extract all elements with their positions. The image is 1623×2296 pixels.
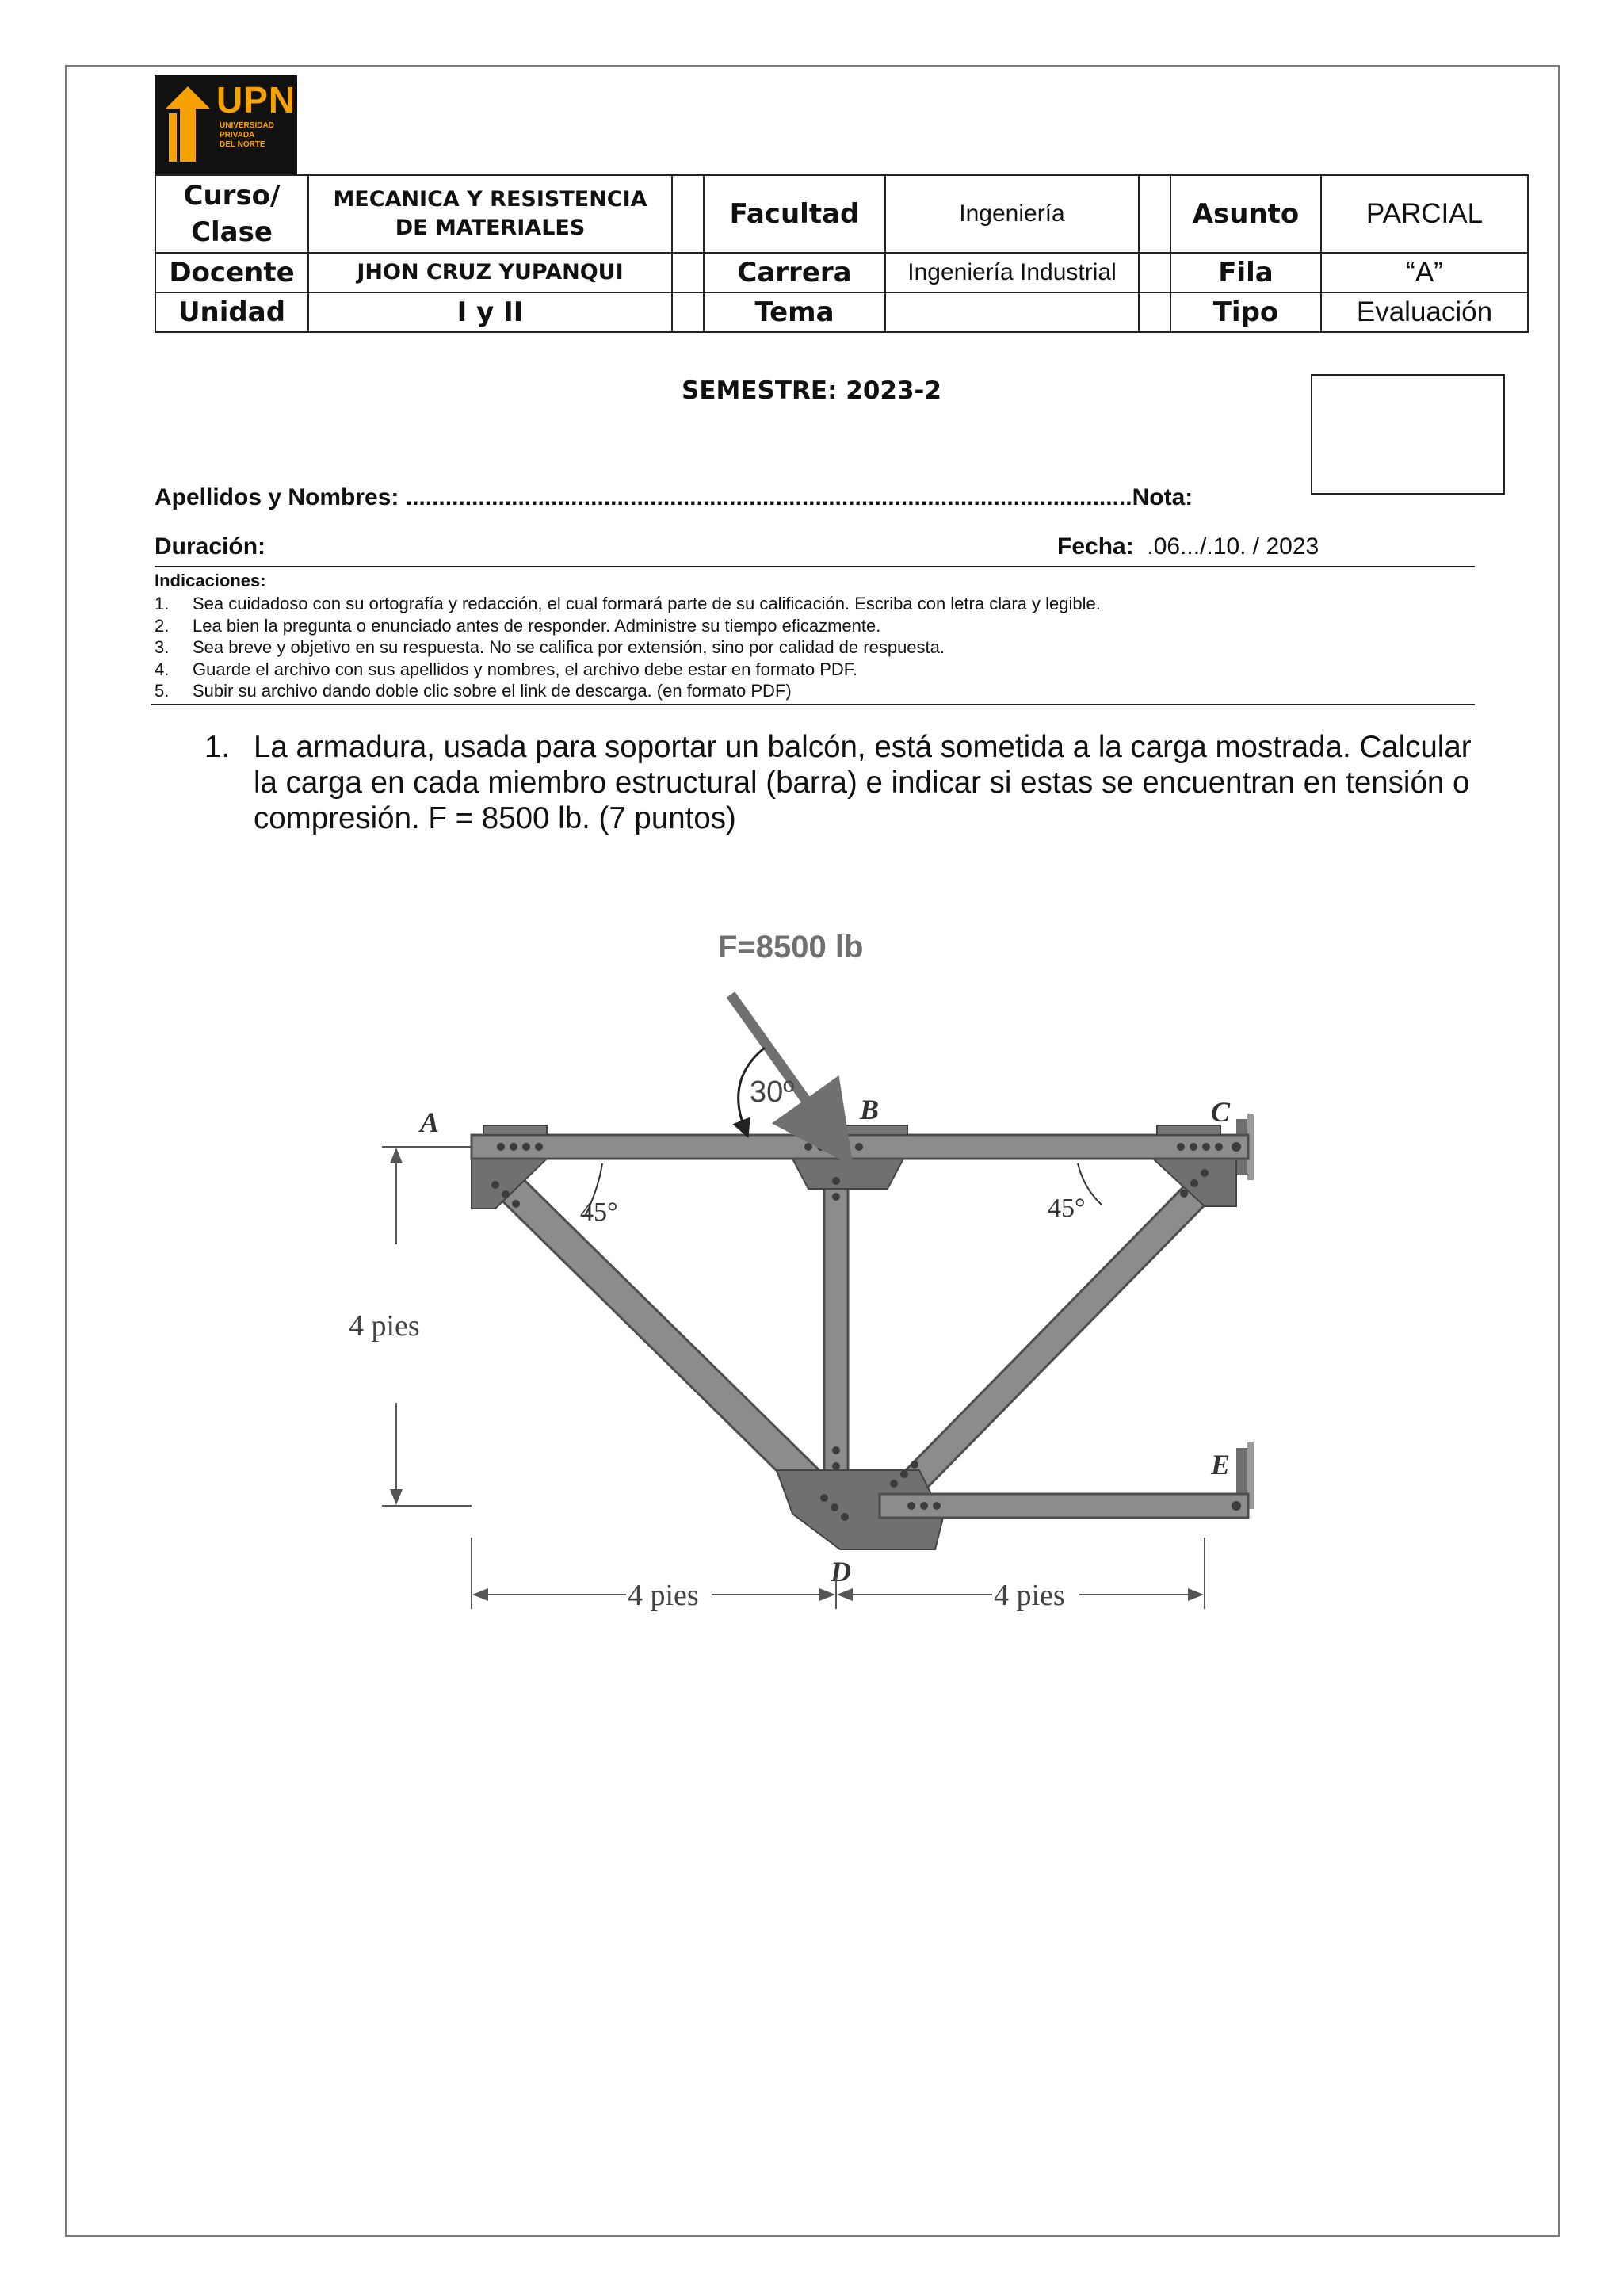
- facultad-label: Facultad: [704, 175, 885, 253]
- fecha-line: [1057, 533, 1319, 560]
- indicaciones-list: [155, 593, 1101, 702]
- item-text: Subir su archivo dando doble clic sobre el link de descarga. (en formato PDF): [193, 681, 792, 701]
- plate-b: [796, 1125, 907, 1135]
- tipo-value: Evaluación: [1321, 292, 1528, 332]
- divider-bottom: [151, 704, 1475, 705]
- height-dimension-label: 4 pies: [349, 1309, 420, 1343]
- fecha-value: .06.../.10. / 2023: [1147, 533, 1319, 560]
- curso-value: MECANICA Y RESISTENCIA DE MATERIALES: [308, 175, 672, 253]
- width-left-label: 4 pies: [628, 1579, 699, 1612]
- fecha-label: Fecha:: [1057, 533, 1134, 560]
- angle-45-right: 45°: [1048, 1194, 1086, 1223]
- item-text: Lea bien la pregunta o enunciado antes de responder. Administre su tiempo eficazmente.: [193, 615, 881, 636]
- truss-figure: [333, 911, 1284, 1625]
- node-a-label: A: [420, 1106, 440, 1138]
- asunto-value: PARCIAL: [1321, 175, 1528, 253]
- carrera-label: Carrera: [704, 253, 885, 292]
- asunto-label: Asunto: [1170, 175, 1321, 253]
- angle-30-label: 30º: [750, 1075, 795, 1109]
- question-text: La armadura, usada para soportar un balcón, está sometida a la carga mostrada. Calcular la carga en cada miembro estructural (barra) e indicar si estas se encuentran en tensión o compresión. F = 8500 lb. (7 puntos): [254, 730, 1472, 835]
- duracion-label: Duración:: [155, 533, 266, 560]
- nota-label: Nota:: [1132, 484, 1193, 510]
- node-b-label: B: [860, 1094, 880, 1125]
- upn-logo: [155, 75, 297, 174]
- item-text: Guarde el archivo con sus apellidos y nombres, el archivo debe estar en formato PDF.: [193, 659, 857, 679]
- semestre-heading: SEMESTRE: 2023-2: [682, 376, 941, 405]
- logo-subtext: UNIVERSIDAD PRIVADA DEL NORTE: [220, 121, 274, 149]
- node-c-label: C: [1211, 1096, 1231, 1128]
- student-name-line: [155, 484, 1193, 511]
- tipo-label: Tipo: [1170, 292, 1321, 332]
- item-number: 1.: [155, 594, 170, 613]
- spacer-cell: [672, 175, 704, 253]
- node-e-label: E: [1211, 1449, 1231, 1480]
- names-label: Apellidos y Nombres:: [155, 484, 399, 510]
- list-item: [155, 615, 1101, 637]
- list-item: [155, 636, 1101, 659]
- unidad-value: I y II: [308, 292, 672, 332]
- course-info-table: [155, 174, 1529, 333]
- question-number: 1.: [204, 730, 231, 764]
- item-number: 4.: [155, 659, 170, 679]
- tema-label: Tema: [704, 292, 885, 332]
- question-1: [204, 729, 1472, 836]
- spacer-cell: [672, 253, 704, 292]
- item-number: 3.: [155, 637, 170, 657]
- logo-text: UPN: [216, 79, 296, 120]
- item-number: 5.: [155, 681, 170, 701]
- list-item: [155, 593, 1101, 615]
- node-d-label: D: [831, 1556, 851, 1587]
- plate-a: [483, 1125, 547, 1135]
- spacer-cell: [672, 292, 704, 332]
- fila-value: “A”: [1321, 253, 1528, 292]
- carrera-value: Ingeniería Industrial: [885, 253, 1139, 292]
- facultad-value: Ingeniería: [885, 175, 1139, 253]
- spacer-cell: [1139, 292, 1170, 332]
- docente-value: JHON CRUZ YUPANQUI: [308, 253, 672, 292]
- list-item: [155, 659, 1101, 681]
- indicaciones-title: Indicaciones:: [155, 571, 266, 590]
- spacer-cell: [1139, 253, 1170, 292]
- names-dots: ..............................................................................................................: [405, 484, 1132, 510]
- upn-arrow-icon: [164, 86, 212, 162]
- docente-label: Docente: [155, 253, 308, 292]
- angle-45-left: 45°: [580, 1198, 618, 1227]
- item-text: Sea cuidadoso con su ortografía y redacción, el cual formará parte de su calificación. Escriba con letra clara y legible.: [193, 594, 1101, 613]
- divider-top: [155, 566, 1475, 567]
- grade-box: [1311, 374, 1505, 495]
- force-label: F=8500 lb: [718, 930, 864, 965]
- tema-value: [885, 292, 1139, 332]
- member-bd: [824, 1159, 848, 1476]
- list-item: [155, 680, 1101, 702]
- unidad-label: Unidad: [155, 292, 308, 332]
- item-number: 2.: [155, 615, 170, 636]
- gusset-b: [792, 1159, 903, 1189]
- width-right-label: 4 pies: [994, 1579, 1065, 1612]
- fila-label: Fila: [1170, 253, 1321, 292]
- spacer-cell: [1139, 175, 1170, 253]
- curso-label: Curso/ Clase: [155, 175, 308, 253]
- item-text: Sea breve y objetivo en su respuesta. No se califica por extensión, sino por calidad de respuesta.: [193, 637, 945, 657]
